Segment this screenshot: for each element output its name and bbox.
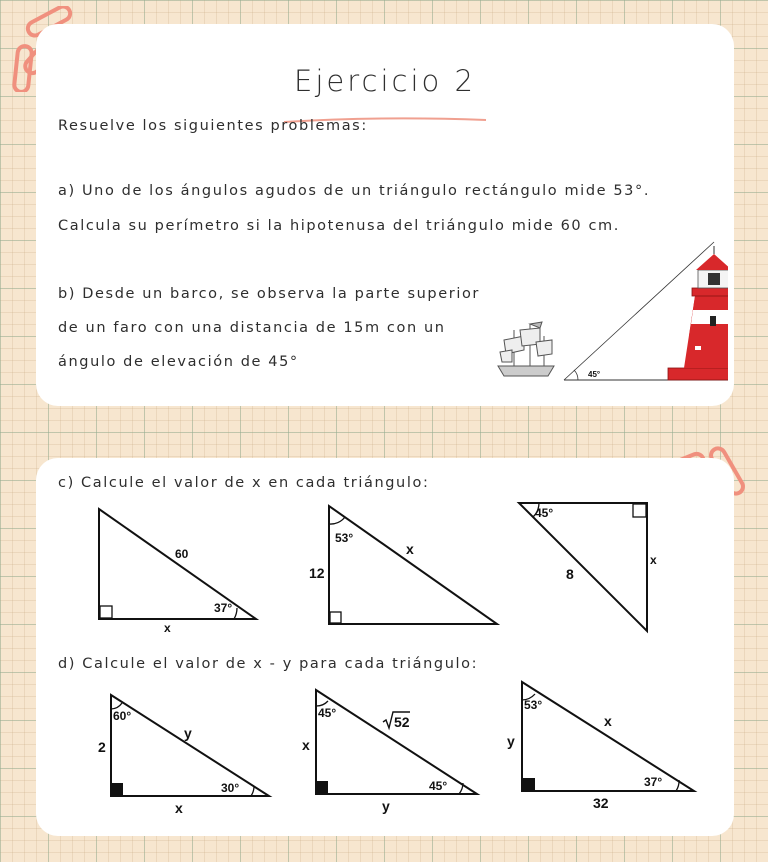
triangle-d1 (111, 695, 269, 796)
problem-a-line1: a) Uno de los ángulos agudos de un triángulo rectángulo mide 53°. (58, 183, 651, 199)
ship-icon (498, 322, 554, 376)
d1-left-label: 2 (98, 739, 106, 755)
d3-right-angle-label: 37° (644, 775, 663, 789)
page-title: Ejercicio 2 (294, 64, 476, 98)
d2-left-label: x (302, 737, 310, 753)
c1-base-label: x (164, 621, 171, 635)
problem-b-line2: de un faro con una distancia de 15m con un (58, 320, 446, 336)
c1-angle-label: 37° (214, 601, 233, 615)
problem-d-heading: d) Calcule el valor de x - y para cada triángulo: (58, 656, 479, 672)
d1-right-angle-label: 30° (221, 781, 240, 795)
d2-right-angle-label: 45° (429, 779, 448, 793)
d3-top-angle-label: 53° (524, 698, 543, 712)
d3-left-label: y (507, 733, 515, 749)
c2-hyp-label: x (406, 541, 414, 557)
d2-top-angle-label: 45° (318, 706, 337, 720)
problem-b-line3: ángulo de elevación de 45° (58, 354, 299, 370)
d2-hyp-label: 52 (394, 714, 410, 730)
triangle-c1 (99, 509, 256, 619)
c3-angle-label: 45° (535, 506, 554, 520)
lighthouse-illustration (492, 212, 728, 384)
elevation-angle-label: 45° (588, 370, 601, 379)
c3-side-label: x (650, 553, 657, 567)
intro-text: Resuelve los siguientes problemas: (58, 118, 368, 134)
d3-hyp-label: x (604, 713, 612, 729)
d1-hyp-label: y (184, 725, 192, 741)
problem-c-heading: c) Calcule el valor de x en cada triángulo: (58, 475, 430, 491)
exercise-card-top (36, 24, 734, 406)
d1-base-label: x (175, 800, 183, 816)
problem-a-line2: Calcula su perímetro si la hipotenusa del triángulo mide 60 cm. (58, 218, 620, 234)
d3-base-label: 32 (593, 795, 609, 811)
triangle-d2 (316, 690, 477, 794)
triangle-figures (36, 458, 734, 836)
triangle-c3 (519, 503, 647, 631)
c2-side-label: 12 (309, 565, 325, 581)
triangle-d3 (522, 682, 694, 791)
c2-angle-label: 53° (335, 531, 354, 545)
problem-b-line1: b) Desde un barco, se observa la parte superior (58, 286, 480, 302)
d1-top-angle-label: 60° (113, 709, 132, 723)
c1-hyp-label: 60 (175, 547, 189, 561)
exercise-card-bottom (36, 458, 734, 836)
d2-base-label: y (382, 798, 390, 814)
lighthouse-icon (668, 246, 728, 380)
triangle-c2 (329, 506, 497, 624)
c3-hyp-label: 8 (566, 566, 574, 582)
